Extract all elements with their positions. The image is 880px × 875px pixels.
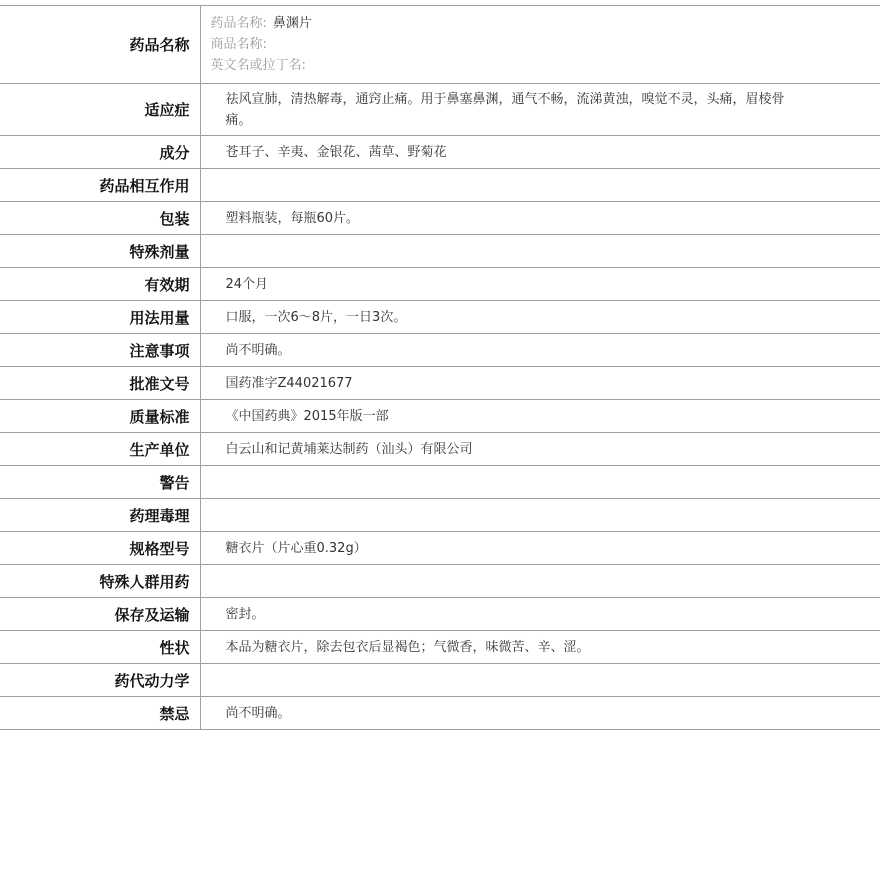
row-label: 有效期 — [0, 268, 200, 301]
row-label: 药品名称 — [0, 6, 200, 84]
row-label: 保存及运输 — [0, 598, 200, 631]
drug-info-table — [0, 5, 880, 730]
trade-name-key: 商品名称: — [211, 37, 267, 52]
row-value: 糖衣片（片心重0.32g） — [200, 532, 880, 565]
row-value — [200, 499, 880, 532]
row-label: 药理毒理 — [0, 499, 200, 532]
row-value — [200, 466, 880, 499]
row-label: 性状 — [0, 631, 200, 664]
drug-name-cell — [200, 6, 880, 84]
row-label: 用法用量 — [0, 301, 200, 334]
row-specification — [0, 532, 880, 565]
latin-name-line — [211, 55, 880, 76]
row-label: 药品相互作用 — [0, 169, 200, 202]
row-label: 特殊剂量 — [0, 235, 200, 268]
drug-info-sheet — [0, 5, 880, 730]
row-special-populations — [0, 565, 880, 598]
row-label: 成分 — [0, 136, 200, 169]
row-warning — [0, 466, 880, 499]
row-label: 适应症 — [0, 84, 200, 136]
row-indications — [0, 84, 880, 136]
row-value — [200, 565, 880, 598]
row-storage — [0, 598, 880, 631]
row-value — [200, 664, 880, 697]
row-label: 规格型号 — [0, 532, 200, 565]
latin-name-key: 英文名或拉丁名: — [211, 58, 306, 73]
row-label: 生产单位 — [0, 433, 200, 466]
generic-name-value: 鼻渊片 — [273, 16, 312, 31]
row-value — [200, 235, 880, 268]
row-label: 警告 — [0, 466, 200, 499]
row-pharmacokinetics — [0, 664, 880, 697]
row-value: 尚不明确。 — [200, 334, 880, 367]
row-label: 药代动力学 — [0, 664, 200, 697]
row-interactions — [0, 169, 880, 202]
row-label: 批准文号 — [0, 367, 200, 400]
generic-name-line — [211, 13, 880, 34]
row-label: 禁忌 — [0, 697, 200, 730]
row-value: 白云山和记黄埔莱达制药（汕头）有限公司 — [200, 433, 880, 466]
generic-name-key: 药品名称: — [211, 16, 267, 31]
row-value: 尚不明确。 — [200, 697, 880, 730]
row-value: 《中国药典》2015年版一部 — [200, 400, 880, 433]
row-ingredients — [0, 136, 880, 169]
row-value: 密封。 — [200, 598, 880, 631]
row-label: 包装 — [0, 202, 200, 235]
row-label: 注意事项 — [0, 334, 200, 367]
row-value — [200, 169, 880, 202]
row-value: 24个月 — [200, 268, 880, 301]
row-value: 口服，一次6～8片，一日3次。 — [200, 301, 880, 334]
row-manufacturer — [0, 433, 880, 466]
trade-name-line — [211, 34, 880, 55]
row-drug-name — [0, 6, 880, 84]
row-value: 国药准字Z44021677 — [200, 367, 880, 400]
row-shelf-life — [0, 268, 880, 301]
row-dosage — [0, 301, 880, 334]
row-label: 特殊人群用药 — [0, 565, 200, 598]
row-description — [0, 631, 880, 664]
row-quality-standard — [0, 400, 880, 433]
row-packaging — [0, 202, 880, 235]
row-contraindications — [0, 697, 880, 730]
row-approval-number — [0, 367, 880, 400]
row-label: 质量标准 — [0, 400, 200, 433]
row-pharmacology — [0, 499, 880, 532]
row-value: 苍耳子、辛夷、金银花、茜草、野菊花 — [200, 136, 880, 169]
row-value: 塑料瓶装，每瓶60片。 — [200, 202, 880, 235]
row-value: 祛风宣肺，清热解毒，通窍止痛。用于鼻塞鼻渊，通气不畅，流涕黄浊，嗅觉不灵，头痛，眉棱骨痛。 — [200, 84, 880, 136]
row-value: 本品为糖衣片，除去包衣后显褐色；气微香，味微苦、辛、涩。 — [200, 631, 880, 664]
row-special-dosage — [0, 235, 880, 268]
row-precautions — [0, 334, 880, 367]
